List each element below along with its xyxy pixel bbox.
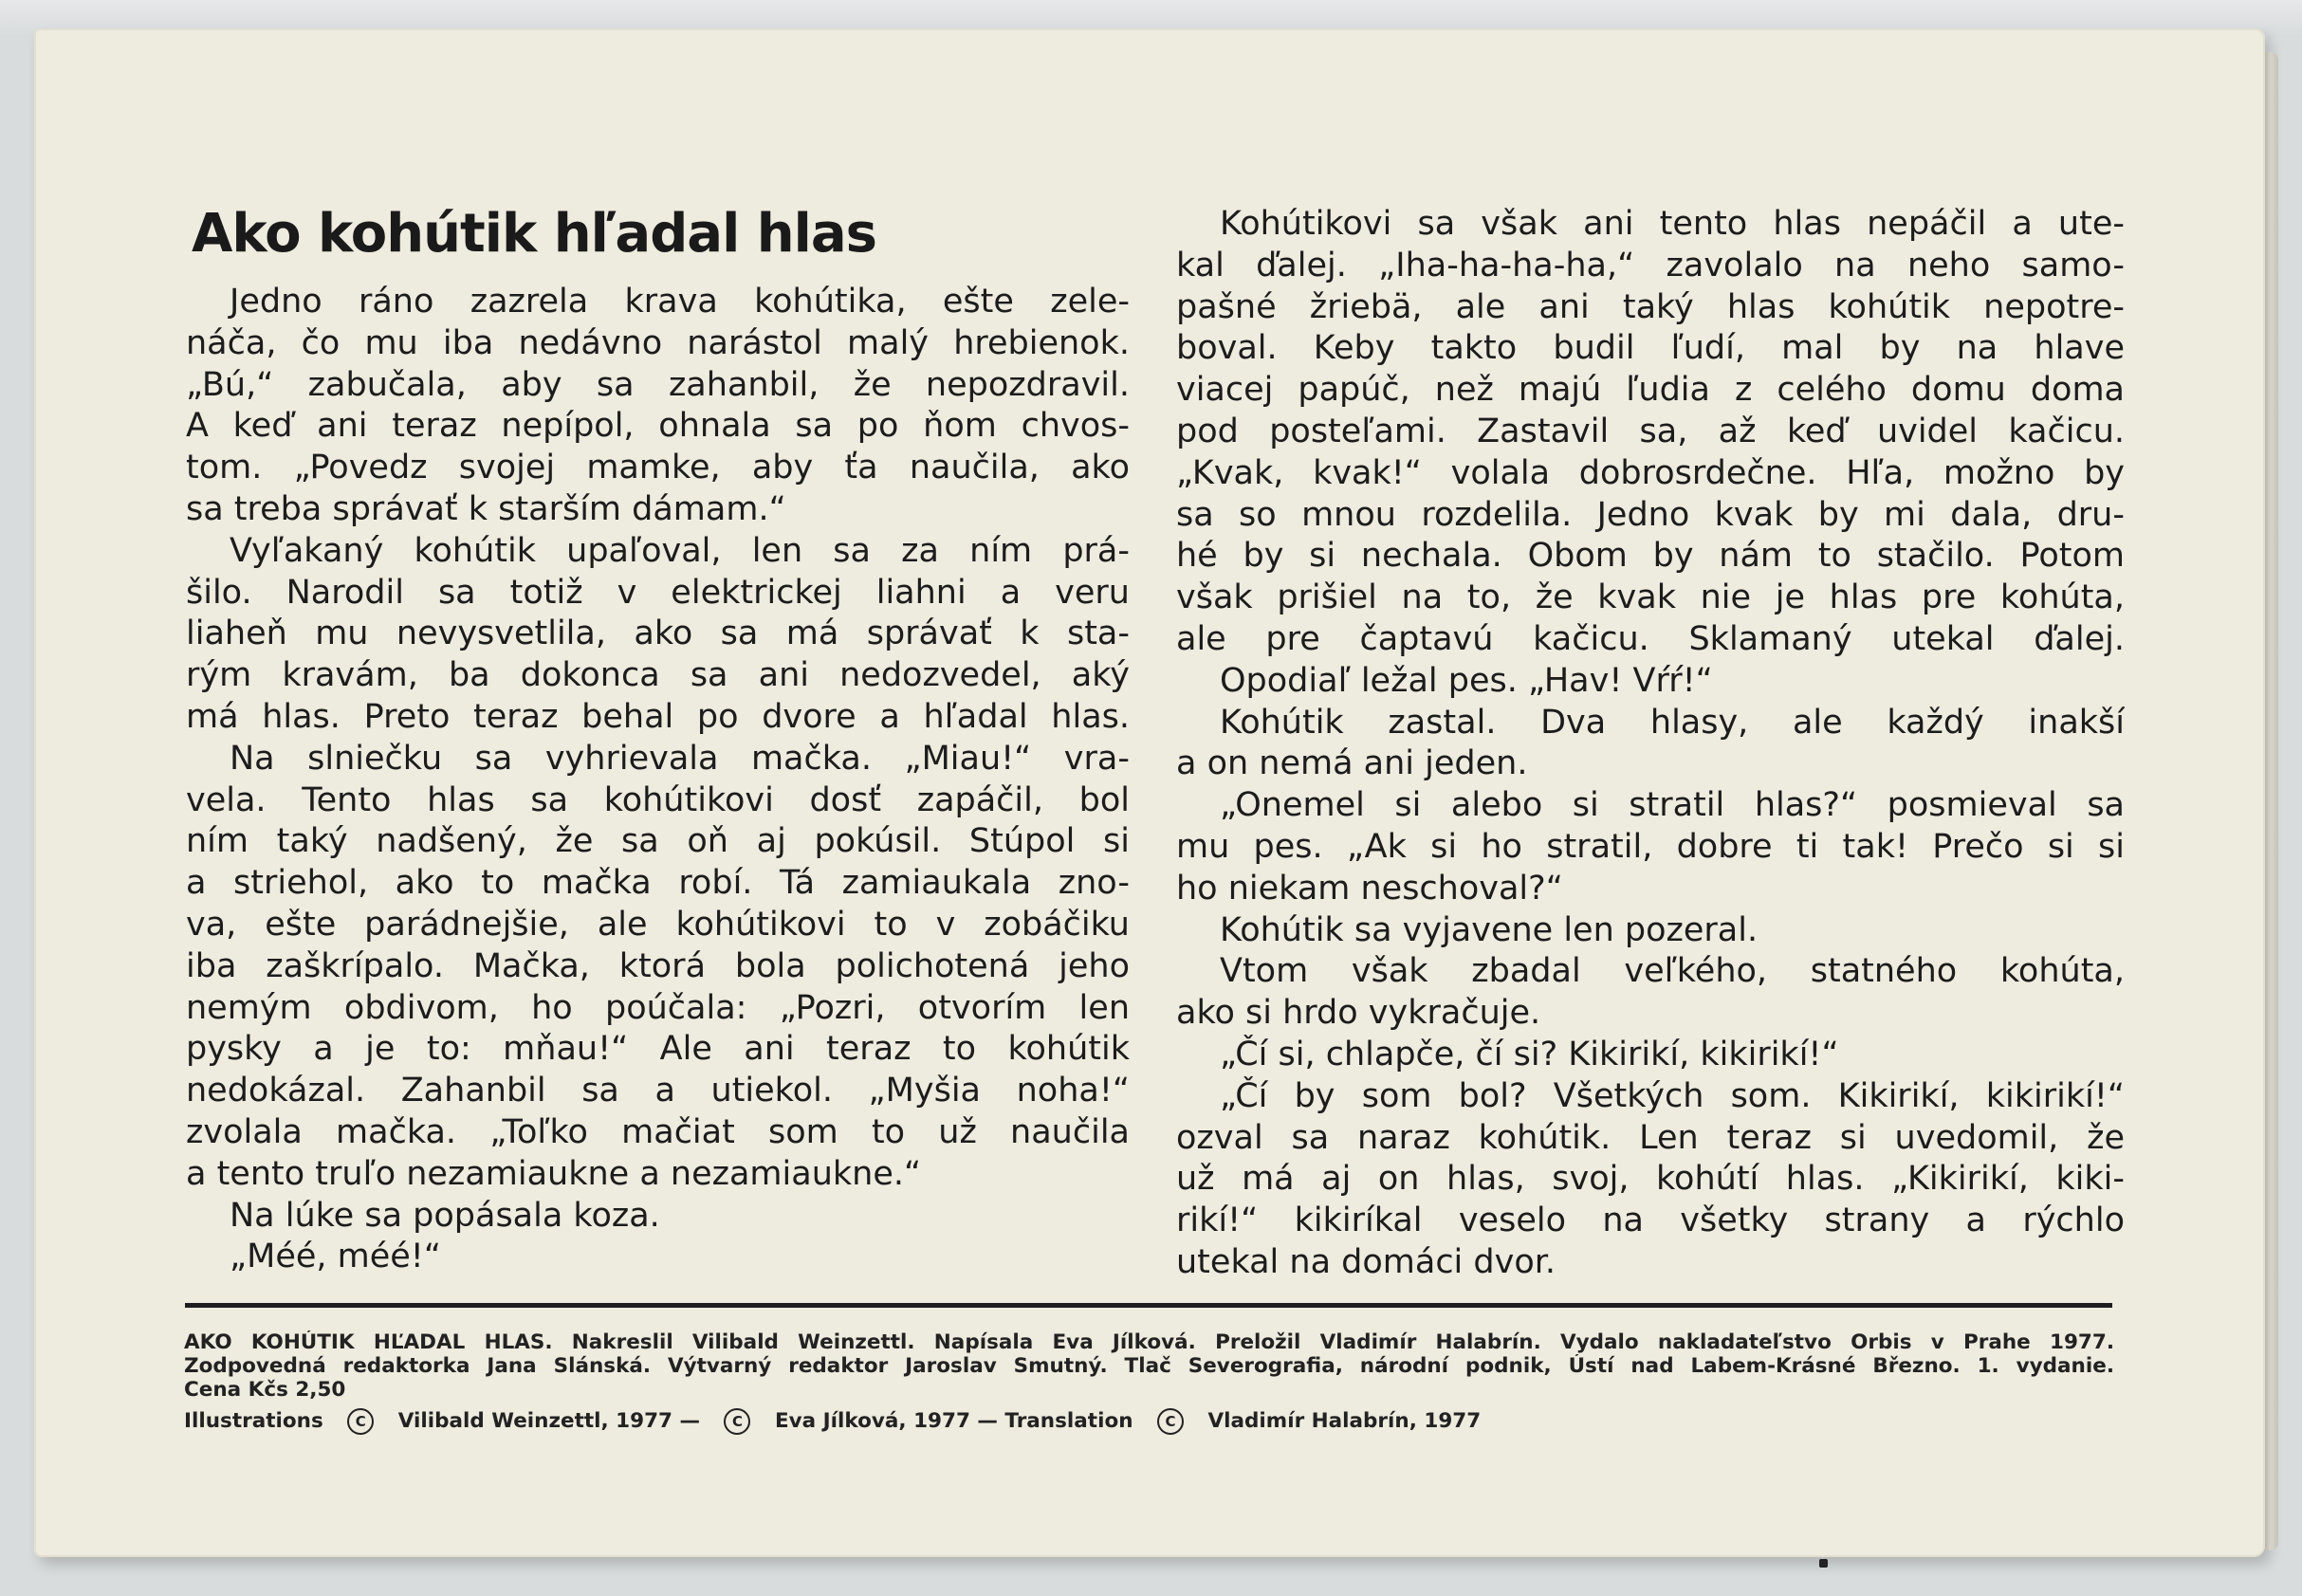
text-line: ale pre čaptavú kačicu. Sklamaný utekal ďalej. (1176, 619, 2125, 658)
text-line: šilo. Narodil sa totiž v elektrickej liahni a veru (186, 573, 1130, 612)
copyright-icon: C (724, 1408, 750, 1435)
imprint-block (184, 1330, 2114, 1402)
text-line: tom. „Povedz svojej mamke, aby ťa naučila, ako (186, 449, 1130, 487)
text-line: sa treba správať k starším dámam.“ (186, 489, 786, 528)
text-line: hé by si nechala. Obom by nám to stačilo. Potom (1176, 537, 2125, 576)
text-line: a tento truľo nezamiaukne a nezamiaukne.“ (186, 1154, 922, 1193)
translation-owner: Vladimír Halabrín, 1977 (1207, 1409, 1482, 1433)
text-line: mu pes. „Ak si ho stratil, dobre ti tak! Prečo si si (1176, 827, 2125, 866)
text-line: má hlas. Preto teraz behal po dvore a hľadal hlas. (186, 697, 1130, 736)
divider-rule (185, 1303, 2112, 1308)
imprint-price: Cena Kčs 2,50 (184, 1378, 346, 1402)
text-line: a striehol, ako to mačka robí. Tá zamiaukala zno- (186, 864, 1130, 903)
text-line: rikí!“ kikiríkal veselo na všetky strany a rýchlo (1176, 1202, 2125, 1240)
text-line: ním taký nadšený, že sa oň aj pokúsil. Stúpol si (186, 822, 1130, 861)
text-line: „Čí by som bol? Všetkých som. Kikirikí, kikirikí!“ (1220, 1076, 2125, 1115)
text-line: viacej papúč, než majú ľudia z celého domu doma (1176, 371, 2125, 410)
illustrations-label: Illustrations (184, 1409, 323, 1433)
text-line: pašné žriebä, ale ani taký hlas kohútik nepotre- (1176, 287, 2125, 326)
text-line: náča, čo mu iba nedávno narástol malý hrebienok. (186, 323, 1130, 362)
text-line: nemým obdivom, ho poúčala: „Pozri, otvorím len (186, 988, 1130, 1027)
copyright-credits (184, 1407, 1481, 1436)
text-line: nedokázal. Zahanbil sa a utiekol. „Myšia noha!“ (186, 1072, 1130, 1110)
text-line: „Onemel si alebo si stratil hlas?“ posmieval sa (1220, 786, 2125, 825)
right-text-column (1176, 204, 2125, 1284)
text-line: iba zaškrípalo. Mačka, ktorá bola polichotená jeho (186, 946, 1130, 985)
text-line: A keď ani teraz nepípol, ohnala sa po ňom chvos- (186, 407, 1130, 446)
imprint-line: AKO KOHÚTIK HĽADAL HLAS. Nakreslil Vilibald Weinzettl. Napísala Eva Jílková. Preložil Vladimír Halabrín. Vydalo nakladateľstvo Orbis v Prahe 1977. (184, 1330, 2114, 1354)
text-line: utekal na domáci dvor. (1176, 1242, 1556, 1281)
copyright-icon: C (347, 1408, 374, 1435)
text-line: Opodiaľ ležal pes. „Hav! Vŕŕ!“ (1220, 661, 1713, 700)
text-line: pysky a je to: mňau!“ Ale ani teraz to kohútik (186, 1030, 1130, 1069)
text-line: Kohútikovi sa však ani tento hlas nepáčil a ute- (1220, 205, 2125, 243)
illustrations-owner: Vilibald Weinzettl, 1977 — (397, 1409, 700, 1433)
imprint-line: Zodpovedná redaktorka Jana Slánská. Výtvarný redaktor Jaroslav Smutný. Tlač Severografia, národní podnik, Ústí nad Labem-Krásné Březno. 1. vydanie. (184, 1354, 2114, 1378)
text-line: rým kravám, ba dokonca sa ani nedozvedel, aký (186, 656, 1130, 695)
text-line: kal ďalej. „Iha-ha-ha-ha,“ zavolalo na neho samo- (1176, 246, 2125, 284)
text-line: „Kvak, kvak!“ volala dobrosrdečne. Hľa, možno by (1176, 453, 2125, 492)
text-line: ho niekam neschoval?“ (1176, 869, 1563, 908)
text-line: Vtom však zbadal veľkého, statného kohúta, (1220, 952, 2125, 991)
left-text-column (186, 282, 1130, 1278)
text-line: zvolala mačka. „Toľko mačiat som to už naučila (186, 1112, 1130, 1151)
text-line: však prišiel na to, že kvak nie je hlas pre kohúta, (1176, 578, 2125, 617)
text-line: „Bú,“ zabučala, aby sa zahanbil, že nepozdravil. (186, 365, 1130, 404)
text-line: Vyľakaný kohútik upaľoval, len sa za ním prá- (230, 531, 1130, 570)
text-line: boval. Keby takto budil ľudí, mal by na hlave (1176, 329, 2125, 368)
text-line: Na lúke sa popásala koza. (230, 1196, 660, 1235)
page-edge (2265, 52, 2278, 1550)
text-line: Kohútik zastal. Dva hlasy, ale každý inakší (1220, 703, 2125, 742)
text-line: „Méé, méé!“ (230, 1238, 441, 1276)
text-line: ako si hrdo vykračuje. (1176, 994, 1541, 1033)
text-line: va, ešte parádnejšie, ale kohútikovi to v zobáčiku (186, 905, 1130, 944)
text-line: Jedno ráno zazrela krava kohútika, ešte zele- (230, 283, 1130, 321)
text-line: vela. Tento hlas sa kohútikovi dosť zapáčil, bol (186, 780, 1130, 819)
copyright-icon: C (1157, 1408, 1184, 1435)
story-title: Ako kohútik hľadal hlas (192, 203, 876, 265)
text-line: „Čí si, chlapče, čí si? Kikirikí, kikirikí!“ (1220, 1035, 1839, 1073)
ink-speck (1819, 1559, 1828, 1568)
text-line: liaheň mu nevysvetlila, ako sa má správať k sta- (186, 615, 1130, 653)
text-line: pod posteľami. Zastavil sa, až keď uvidel kačicu. (1176, 412, 2125, 450)
author-owner: Eva Jílková, 1977 — Translation (774, 1409, 1133, 1433)
text-line: a on nemá ani jeden. (1176, 744, 1528, 783)
text-line: sa so mnou rozdelila. Jedno kvak by mi dala, dru- (1176, 495, 2125, 534)
text-line: ozval sa naraz kohútik. Len teraz si uvedomil, že (1176, 1118, 2125, 1157)
text-line: Na slniečku sa vyhrievala mačka. „Miau!“ vra- (230, 739, 1130, 778)
text-line: Kohútik sa vyjavene len pozeral. (1220, 910, 1759, 949)
text-line: už má aj on hlas, svoj, kohútí hlas. „Kikirikí, kiki- (1176, 1160, 2125, 1199)
